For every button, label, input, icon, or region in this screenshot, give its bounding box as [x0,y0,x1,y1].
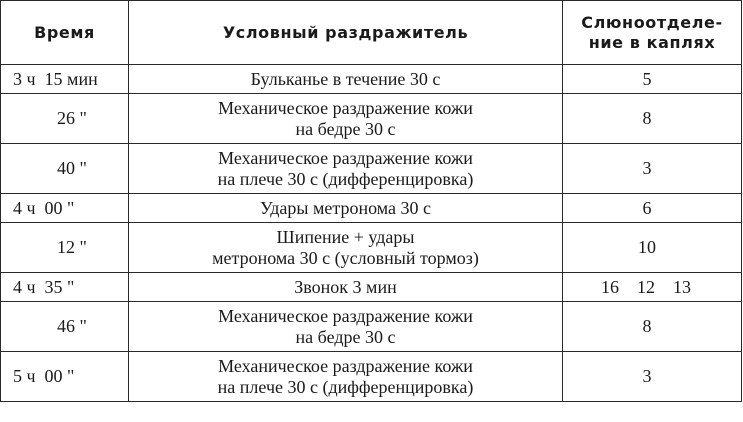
stimulus-cell [129,352,563,402]
time-cell: 12 " [1,223,129,273]
stimulus-line: Шипение + удары [276,226,415,247]
salivation-cell: 6 [563,194,742,223]
stimulus-cell [129,144,563,194]
stimulus-cell [129,194,563,223]
stimulus-line: Удары метронома 30 с [260,197,431,218]
stimulus-line: на плече 30 с (дифференцировка) [217,168,474,189]
salivation-cell: 8 [563,302,742,352]
salivation-cell: 16 12 13 [563,273,742,302]
stimulus-line: Механическое раздражение кожи [218,305,473,326]
stimulus-cell [129,223,563,273]
time-cell: 46 " [1,302,129,352]
time-cell: 4 ч 35 " [1,273,129,302]
salivation-cell: 3 [563,144,742,194]
table-row [1,144,742,194]
stimulus-line: на бедре 30 с [295,326,396,347]
stimulus-line: на плече 30 с (дифференцировка) [217,376,474,397]
stimulus-line: Механическое раздражение кожи [218,355,473,376]
header-salivation [563,1,742,65]
header-stimulus: Условный раздражитель [129,1,563,65]
time-cell: 26 " [1,94,129,144]
table-row [1,273,742,302]
salivation-cell: 3 [563,352,742,402]
time-cell: 3 ч 15 мин [1,65,129,94]
stimulus-line: метронома 30 с (условный тормоз) [212,247,479,268]
table-row [1,94,742,144]
table-row [1,352,742,402]
table-row [1,302,742,352]
stimulus-cell [129,302,563,352]
header-salivation-line1: Слюноотделе- [581,12,723,32]
stimulus-line: на бедре 30 с [295,118,396,139]
table-header-row [1,1,742,65]
stimulus-cell [129,65,563,94]
salivation-cell: 8 [563,94,742,144]
table-row [1,194,742,223]
header-salivation-line2: ние в каплях [588,32,716,52]
header-time: Время [1,1,129,65]
salivation-cell: 5 [563,65,742,94]
time-cell: 4 ч 00 " [1,194,129,223]
time-cell: 40 " [1,144,129,194]
stimulus-line: Звонок 3 мин [294,276,397,297]
stimulus-cell [129,94,563,144]
table-row [1,223,742,273]
stimulus-line: Бульканье в течение 30 с [250,68,441,89]
stimulus-cell [129,273,563,302]
time-cell: 5 ч 00 " [1,352,129,402]
table-row [1,65,742,94]
stimulus-line: Механическое раздражение кожи [218,147,473,168]
salivation-cell: 10 [563,223,742,273]
stimulus-line: Механическое раздражение кожи [218,97,473,118]
